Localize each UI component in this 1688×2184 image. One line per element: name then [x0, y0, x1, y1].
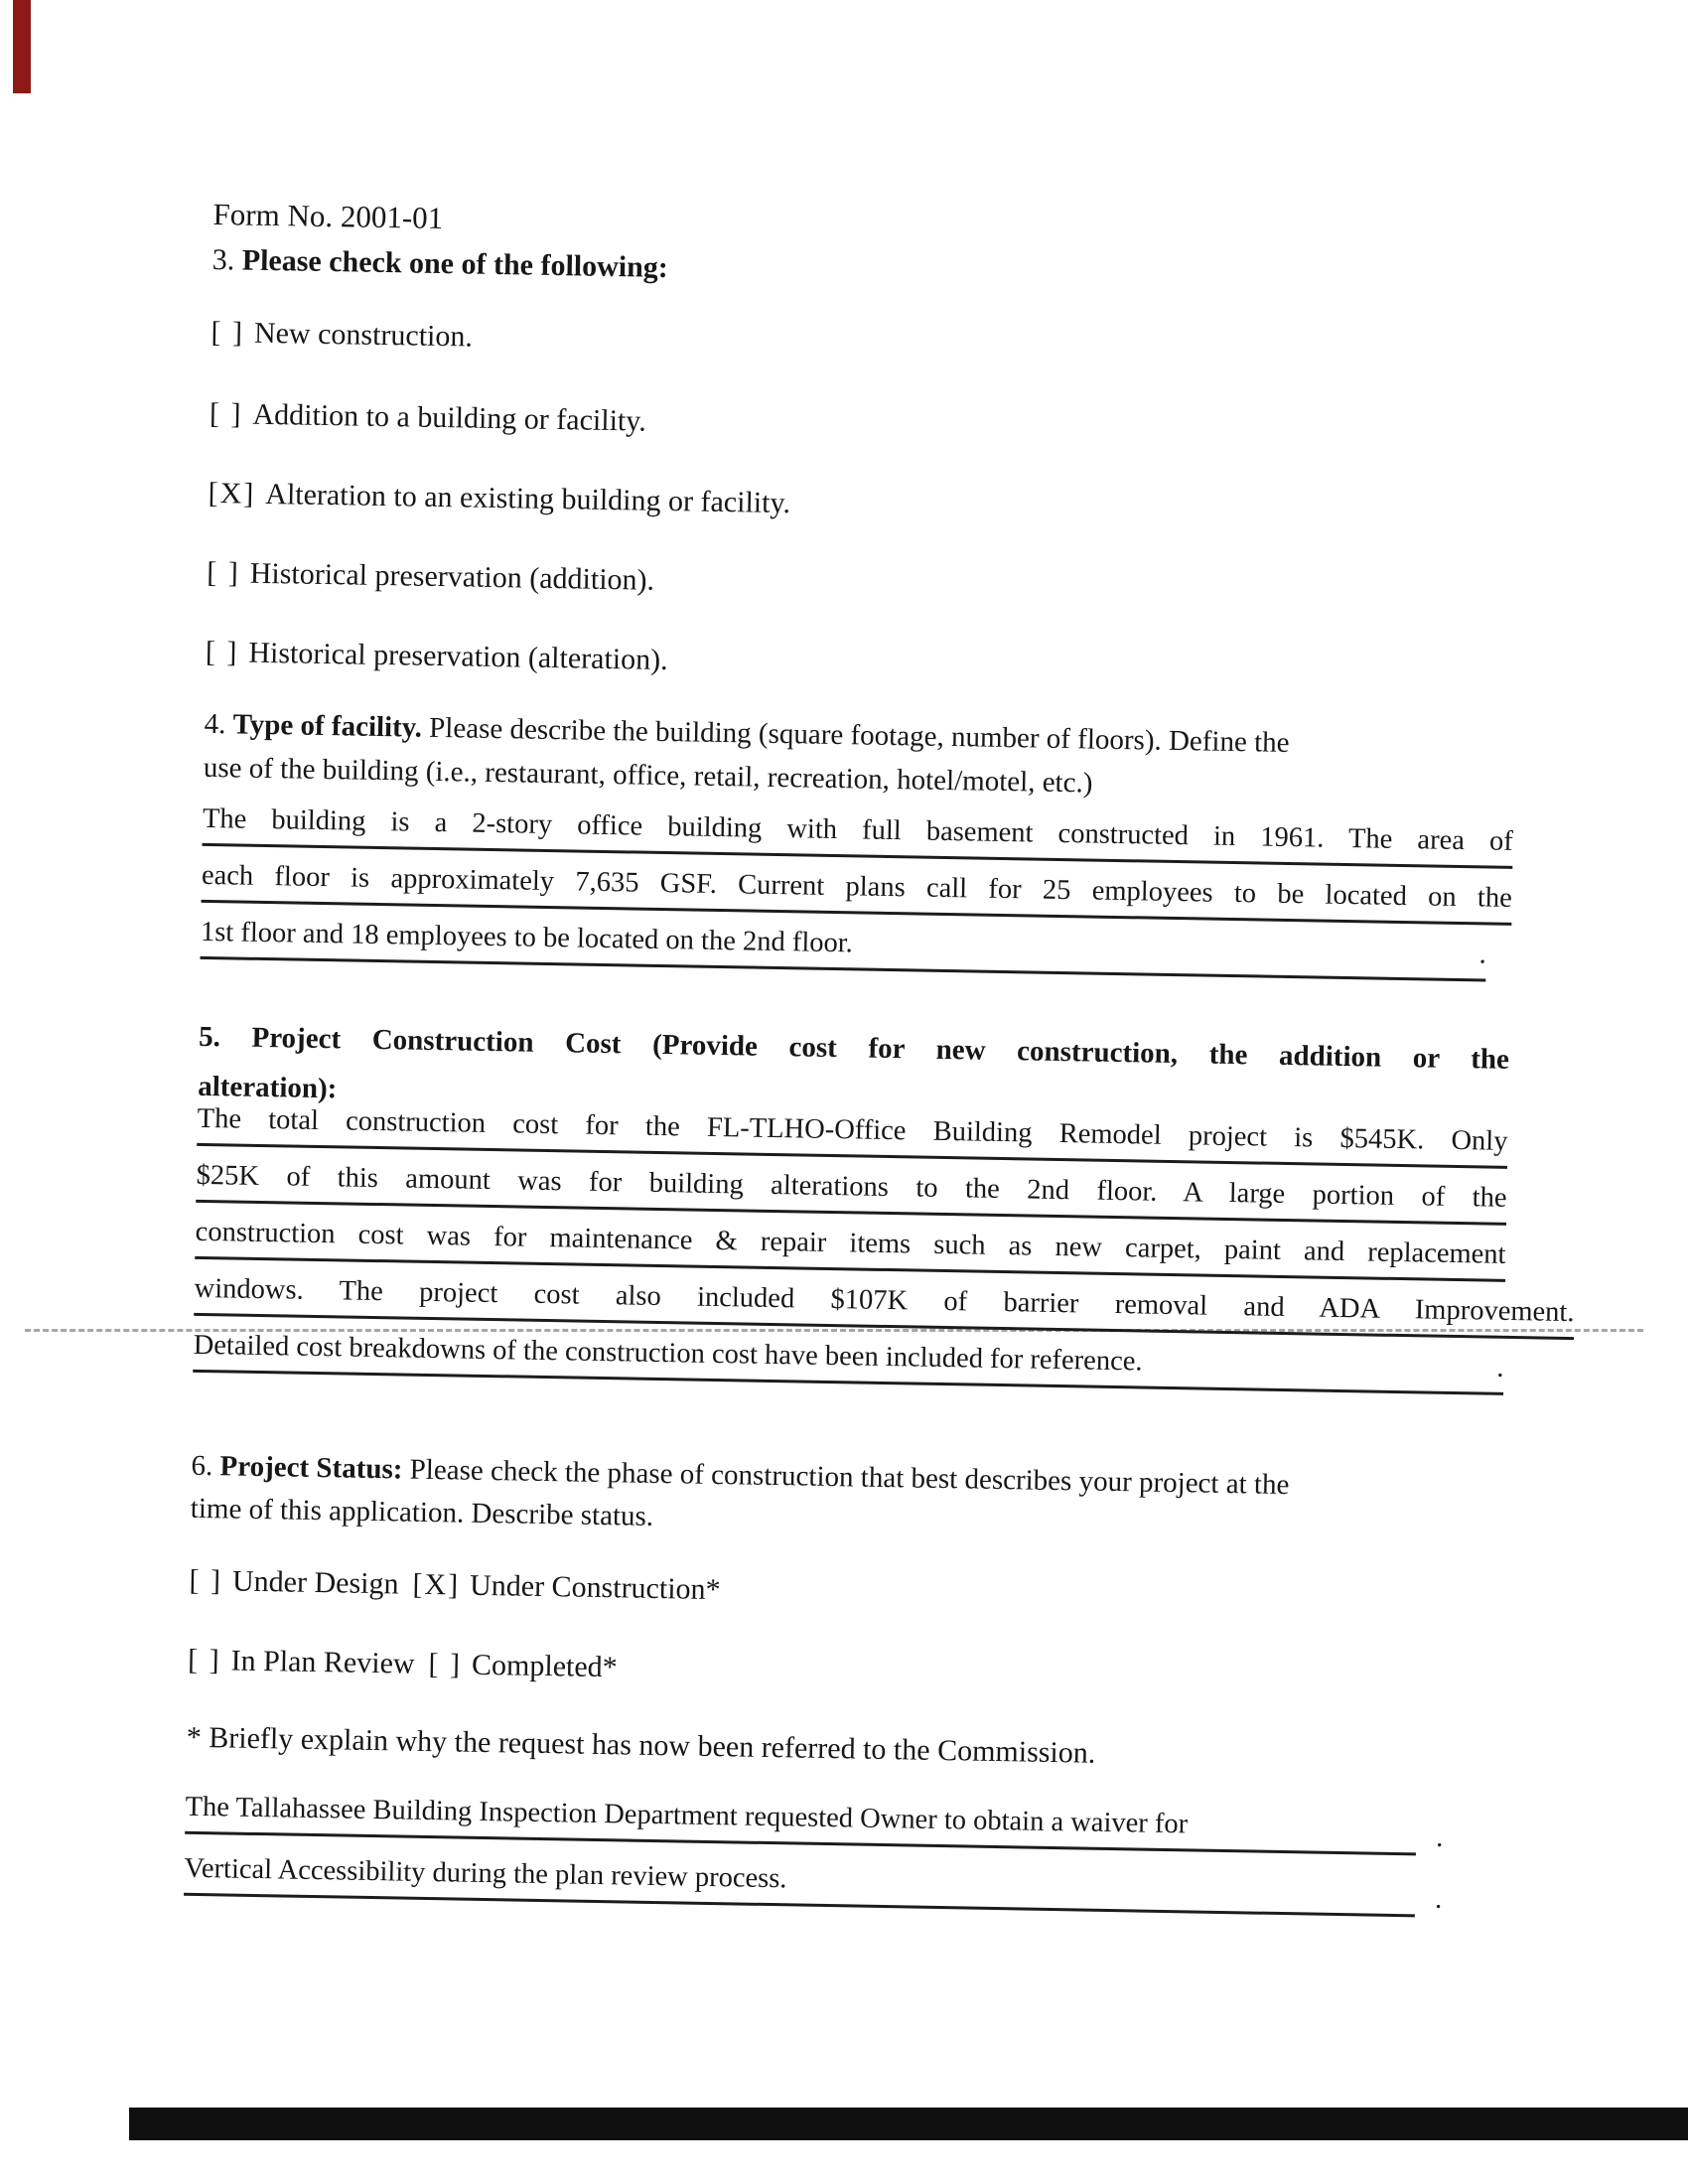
section5-answer-line5-text: Detailed cost breakdowns of the construction cost have been included for reference. — [193, 1329, 1143, 1378]
section4-heading-line2: use of the building (i.e., restaurant, office, retail, recreation, hotel/motel, etc.) — [203, 751, 1093, 800]
section5-answer-line1: The total construction cost for the FL-TLHO-Office Building Remodel project is $545K. Only — [197, 1087, 1508, 1169]
section4-answer-line2: each floor is approximately 7,635 GSF. Current plans call for 25 employees to be located on the — [201, 843, 1512, 926]
section5-answer-line2: $25K of this amount was for building alterations to the 2nd floor. A large portion of the — [196, 1143, 1507, 1226]
scan-artifact-bottom-bar — [129, 2108, 1688, 2140]
section6-answer-line2: Vertical Accessibility during the plan review process. — [184, 1836, 1416, 1918]
checkbox-alteration-checked: [X] — [208, 476, 256, 510]
section4-answer-line3-text: 1st floor and 18 employees to be located on the 2nd floor. — [200, 916, 854, 959]
section5-answer-endmark: . — [1496, 1352, 1504, 1383]
section5-number: 5. — [198, 1020, 221, 1054]
option-historical-alteration — [206, 635, 668, 678]
option-label: Historical preservation (alteration). — [248, 636, 668, 677]
section6-heading-rest: Please check the phase of construction that best describes your project at the — [402, 1453, 1290, 1502]
section6-heading-bold: Project Status: — [219, 1450, 403, 1486]
section5-heading-line2: alteration): — [197, 1070, 338, 1105]
section3-number: 3. — [211, 242, 235, 277]
section6-answer-endmark1: . — [1435, 1821, 1444, 1853]
section3-title-text: Please check one of the following: — [241, 243, 669, 284]
option-alteration-checked — [208, 476, 790, 521]
status-row-1 — [189, 1563, 721, 1608]
section4-heading-line1 — [204, 707, 1290, 761]
option-label: Historical preservation (addition). — [249, 556, 655, 597]
section4-answer-endmark: . — [1478, 939, 1487, 970]
option-label: Alteration to an existing building or facility. — [265, 477, 791, 520]
option-new-construction — [211, 315, 473, 356]
checkbox-historical-alteration: [ ] — [205, 635, 239, 669]
section5-heading-line1 — [199, 1020, 1509, 1078]
section3-title — [211, 242, 668, 286]
checkbox-under-construction: [X] — [412, 1567, 461, 1602]
option-label: New construction. — [253, 316, 474, 354]
option-label: Addition to a building or facility. — [252, 397, 647, 438]
form-number: Form No. 2001-01 — [212, 196, 444, 236]
section4-heading-bold: Type of facility. — [232, 708, 423, 744]
checkbox-new-construction: [ ] — [211, 315, 245, 350]
checkbox-in-plan-review: [ ] — [187, 1643, 221, 1677]
commission-footnote: * Briefly explain why the request has now been referred to the Commission. — [186, 1720, 1096, 1770]
checkbox-completed: [ ] — [428, 1648, 463, 1681]
status-label-under-construction: Under Construction* — [469, 1568, 721, 1607]
section6-number: 6. — [191, 1449, 213, 1483]
checkbox-historical-addition: [ ] — [207, 555, 241, 590]
status-label-in-plan-review: In Plan Review — [230, 1644, 415, 1680]
section6-answer-endmark2: . — [1434, 1883, 1443, 1915]
section5-heading-bold1: Project Construction Cost (Provide cost for new construction, the addition or the — [251, 1021, 1510, 1076]
document-page — [183, 191, 1575, 1981]
section6-heading-line2: time of this application. Describe status. — [190, 1492, 654, 1532]
section6-answer-line1: The Tallahassee Building Inspection Department requested Owner to obtain a waiver for — [185, 1775, 1417, 1856]
status-label-under-design: Under Design — [231, 1564, 399, 1601]
scan-artifact-red-bar — [13, 0, 31, 93]
status-row-2 — [188, 1643, 618, 1686]
option-historical-addition — [207, 555, 654, 599]
section4-number: 4. — [204, 707, 226, 741]
status-label-completed: Completed* — [471, 1648, 618, 1684]
section4-answer-line1: The building is a 2-story office building with full basement constructed in 1961. The area of — [202, 787, 1513, 869]
section4-heading-rest: Please describe the building (square footage, number of floors). Define the — [421, 711, 1290, 759]
section5-answer-line3: construction cost was for maintenance & repair items such as new carpet, paint and replacement — [195, 1200, 1506, 1282]
option-addition — [210, 396, 646, 440]
checkbox-under-design: [ ] — [189, 1563, 223, 1598]
section5-answer-line4: windows. The project cost also included $107K of barrier removal and ADA Improvement. — [194, 1256, 1575, 1340]
checkbox-addition: [ ] — [209, 396, 243, 431]
